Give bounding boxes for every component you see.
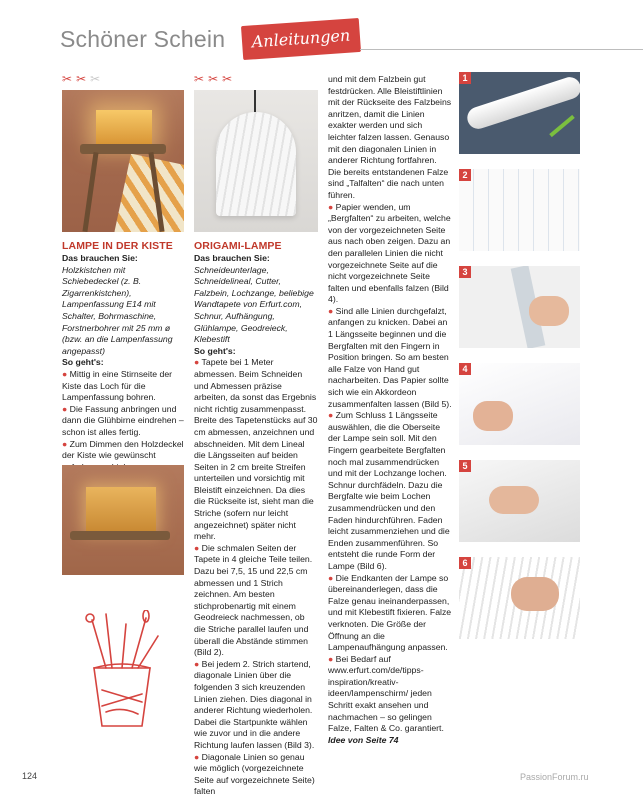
column-continuation — [328, 74, 452, 746]
step-photo-strip — [459, 72, 580, 654]
instruction-step: ● Sind alle Linien durchgefalzt, anfangen zu knicken. Dabei an 1 Längsseite beginnen und die Bergfalten mit den Fingern in Position bringen. So am besten alle Falze von Hand gut nacharbeiten. Das Papier sollte sich wie ein Akkordeon zusammenfalten lassen (Bild 5). — [328, 305, 452, 409]
scissors-icon: ✂ — [222, 72, 233, 86]
photo-box-lamp — [62, 90, 184, 232]
instruction-step: ● Bei Bedarf auf www.erfurt.com/de/tipps-inspiration/kreativ-ideen/lampenschirm/ jeden Schritt exakt ansehen und nachmachen – so gelingen Falze, Falten & Co. garantiert. — [328, 653, 444, 734]
credit-line: Idee von Seite 74 — [328, 734, 399, 745]
instruction-step: ● Bei jedem 2. Strich startend, diagonale Linien über die folgenden 3 sich kreuzenden Linien ziehen. Dies diagonal in anderer Richtung wiederholen. Dabei die Startpunkte wählen wie zuvor und in die andere Richtung laufen lassen (Bild 3). — [194, 658, 315, 750]
watermark: PassionForum.ru — [520, 772, 589, 782]
instruction-step: ● Die Endkanten der Lampe so übereinanderlegen, dass die Falze genau ineinanderpassen, und mit Klebestift fixieren. Falze verknoten. Die Größe der Öffnung an die Lampenaufhängung anpassen. — [328, 572, 452, 653]
scissors-icon: ✂ — [62, 72, 73, 86]
step-photo-6 — [459, 557, 580, 639]
scissors-icon: ✂ — [208, 72, 219, 86]
step-photo-3 — [459, 266, 580, 348]
photo-box-closeup — [62, 465, 184, 575]
bullet-icon: ● — [194, 542, 202, 553]
instruction-step: ● Papier wenden, um „Bergfalten“ zu arbeiten, welche von der vorgezeichneten Seite aus nach oben zeigen. Dazu an den parallelen Linien die nicht vorgezeichnete Seite auf die nicht vorgezeichnete Seite falten und ebenfalls falzen (Bild 4). — [328, 201, 451, 305]
step-number: 1 — [459, 72, 471, 84]
scissors-icon: ✂ — [76, 72, 87, 86]
instructions-label: So geht's: — [194, 345, 236, 356]
instruction-text: und mit dem Falzbein gut festdrücken. Alle Bleistiftlinien mit der Rückseite des Falzbeins anritzen, damit die Linien exakter werden und sich leichter falzen lassen. Genauso mit den diagonalen Linien in anderer Richtung fortfahren. Die bereits entstandenen Falze sind „Talfalten“ die nach unten führen. — [328, 74, 452, 200]
header-rule — [360, 49, 643, 50]
bullet-icon: ● — [62, 438, 70, 449]
bullet-icon: ● — [62, 368, 70, 379]
craft-tools-illustration — [76, 610, 166, 730]
bullet-icon: ● — [194, 751, 202, 762]
section-title: ORIGAMI-LAMPE — [194, 240, 282, 252]
bullet-icon: ● — [328, 572, 336, 583]
page-number: 124 — [22, 771, 38, 781]
materials-text: Holzkistchen mit Schiebedeckel (z. B. Zigarrenkistchen), Lampenfassung E14 mit Schalter, Bohrmaschine, Forstnerbohrer mit 25 mm ø (bzw. an die Lampenfassung angepasst) — [62, 264, 173, 356]
header-title: Schöner Schein — [60, 26, 226, 52]
bullet-icon: ● — [328, 305, 336, 316]
scissors-icon: ✂ — [194, 72, 205, 86]
step-number: 6 — [459, 557, 471, 569]
instruction-step: ● Die Fassung anbringen und dann die Glühbirne eindrehen – schon ist alles fertig. — [62, 403, 184, 437]
bullet-icon: ● — [328, 653, 336, 664]
step-number: 2 — [459, 169, 471, 181]
step-photo-4 — [459, 363, 580, 445]
section-title: LAMPE IN DER KISTE — [62, 240, 173, 252]
scissors-icon: ✂ — [90, 72, 101, 86]
step-number: 5 — [459, 460, 471, 472]
instruction-step: ● Zum Dimmen den Holzdeckel der Kiste wie gewünscht — [62, 438, 184, 461]
header-tag: Anleitungen — [241, 18, 361, 60]
instructions-label: So geht's: — [62, 357, 104, 368]
instruction-step: ● Die schmalen Seiten der Tapete in 4 gleiche Teile teilen. Dazu bei 7,5, 15 und 22,5 cm abmessen und 1 Strich zeichnen. Am besten stichprobenartig mit einem Geodreieck nachmessen, ob die Striche parallel laufen und überall die Abstände stimmen (Bild 2). — [194, 542, 313, 658]
step-number: 3 — [459, 266, 471, 278]
step-photo-2 — [459, 169, 580, 251]
bullet-icon: ● — [328, 201, 336, 212]
bullet-icon: ● — [62, 403, 70, 414]
bullet-icon: ● — [194, 658, 202, 669]
bullet-icon: ● — [328, 410, 336, 421]
materials-text: Schneideunterlage, Schneidelineal, Cutter, Falzbein, Lochzange, beliebige Wandtapete von Erfurt.com, Schnur, Aufhängung, Glühlampe, Geodreieck, Klebestift — [194, 264, 314, 345]
page-header — [60, 22, 640, 60]
step-photo-1 — [459, 72, 580, 154]
bullet-icon: ● — [194, 357, 202, 368]
photo-origami-lamp — [194, 90, 318, 232]
instruction-step: ● Mittig in eine Stirnseite der Kiste das Loch für die Lampenfassung bohren. — [62, 368, 173, 403]
materials-label: Das brauchen Sie: — [194, 253, 270, 263]
step-number: 4 — [459, 363, 471, 375]
difficulty-rating — [194, 72, 318, 86]
column-origami-lampe — [194, 72, 318, 798]
instruction-step: ● Diagonale Linien so genau wie möglich (vorgezeichnete Seite auf vorgezeichnete Seite) falten — [194, 751, 315, 797]
materials-label: Das brauchen Sie: — [62, 253, 138, 263]
step-photo-5 — [459, 460, 580, 542]
difficulty-rating — [62, 72, 184, 86]
column-lampe-in-der-kiste — [62, 72, 184, 485]
instruction-step: ● Zum Schluss 1 Längsseite auswählen, die die Oberseite der Lampe sein soll. Mit den Fingern gearbeitete Bergfalten noch mal zusammendrücken und mit der Lochzange lochen. Schnur durchfädeln. Dazu die Bergfalte wie beim Lochen zusammendrücken und den Faden hindurchführen. Faden leicht zusammenziehen und die Enden zusammenführen. So entsteht die runde Form der Lampe (Bild 6). — [328, 410, 450, 571]
instruction-step: ● Tapete bei 1 Meter abmessen. Beim Schneiden und Abmessen präzise arbeiten, da sonst das Ergebnis nicht richtig zusammenpasst. Breite des Tapetenstücks auf 30 cm abmessen, anzeichnen und abschneiden. Mit dem Lineal die Längsseiten auf beiden Seiten in 2 cm breite Streifen unterteilen und vorsichtig mit Bleistift einzeichnen. Da dies die Rückseite ist, sieht man die Striche (sofern nur leicht angezeichnet) später nicht mehr. — [194, 357, 318, 542]
